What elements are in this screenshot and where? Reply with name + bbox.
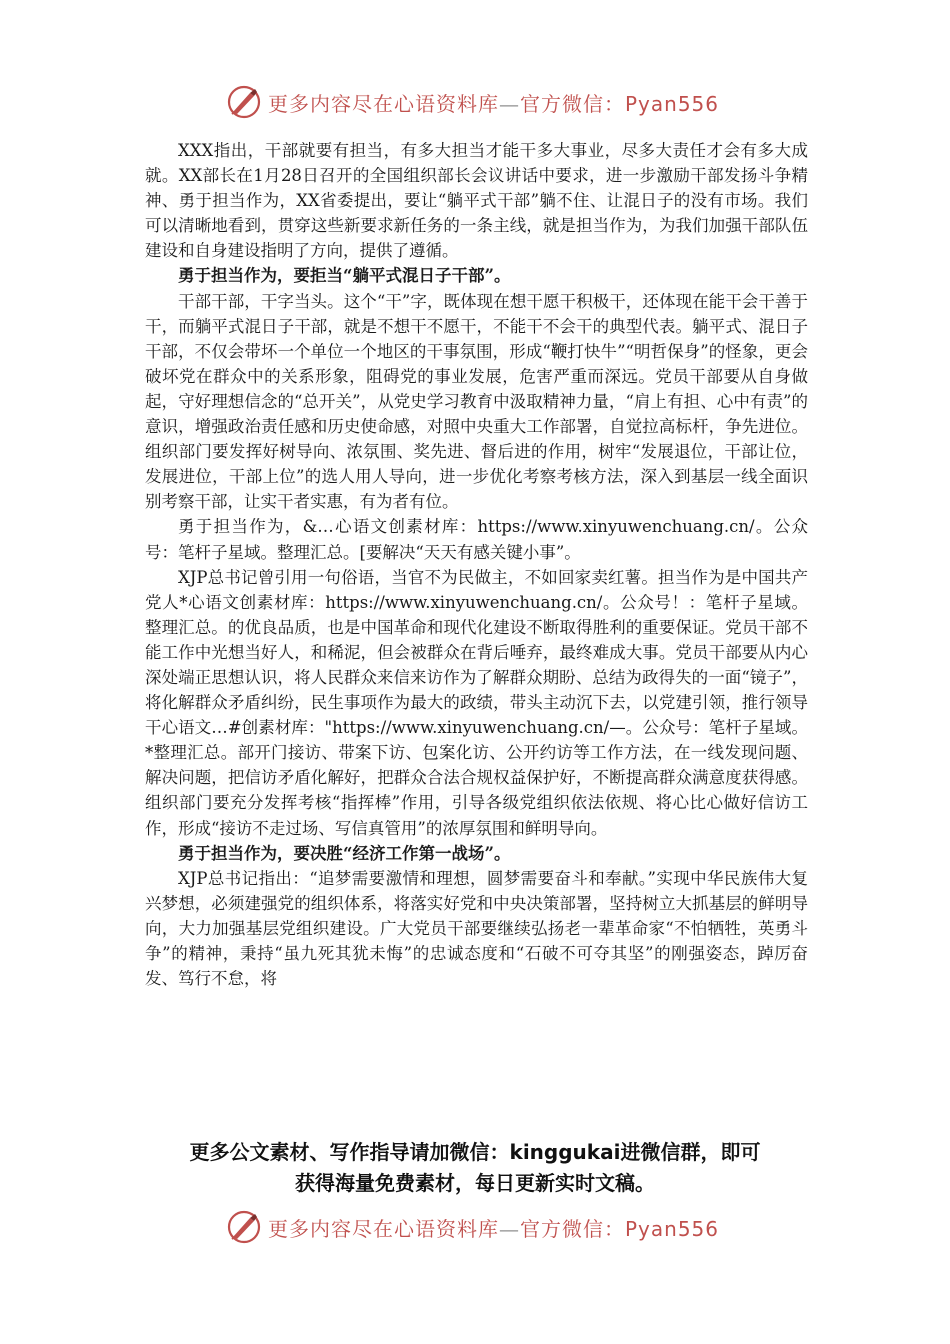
- paragraph-cadre-work: 干部干部，干字当头。这个“干”字，既体现在想干愿干积极干，还体现在能干会干善于干，而躺平式混日子干部，就是不想干不愿干，不能干不会干的典型代表。躺平式、混日子干部，不仅会带坏一个单位一个地区的干事氛围，形成“鞭打快牛”“明哲保身”的怪象，更会破坏党在群众中的关系形象，阻碍党的事业发展，危害严重而深远。党员干部要从自身做起，守好理想信念的“总开关”，从党史学习教育中汲取精神力量，“肩上有担、心中有责”的意识，增强政治责任感和历史使命感，对照中央重大工作部署，自觉拉高标杆，争先进位。组织部门要发挥好树导向、浓氛围、奖先进、督后进的作用，树牢“发展退位，干部让位，发展进位，干部上位”的选人用人导向，进一步优化考察考核方法，深入到基层一线全面识别考察干部，让实干者实惠，有为者有位。: [145, 291, 808, 512]
- footer-site-name: 更多内容尽在心语资料库: [268, 1216, 499, 1241]
- pen-logo-icon: [226, 84, 262, 120]
- footer-official-label: 官方微信：: [520, 1216, 625, 1241]
- promo-note: [100, 1137, 850, 1199]
- heading-economic-front: 勇于担当作为，要决胜“经济工作第一战场”。: [178, 843, 511, 863]
- footer-banner: [0, 1207, 950, 1247]
- heading-lying-flat: 勇于担当作为，要拒当“躺平式混日子干部”。: [178, 266, 511, 286]
- article-body: [145, 138, 808, 991]
- header-wechat-id: Pyan556: [625, 91, 720, 116]
- header-site-name: 更多内容尽在心语资料库: [268, 91, 499, 116]
- pen-logo-icon: [226, 1209, 262, 1245]
- paragraph-petition-work: XJP总书记曾引用一句俗语，当官不为民做主，不如回家卖红薯。担当作为是中国共产党人*心语文创素材库：https://www.xinyuwenchuang.cn/。公众号！：笔杆子星域。整理汇总。的优良品质，也是中国革命和现代化建设不断取得胜利的重要保证。党员干部不能工作中光想当好人，和稀泥，但会被群众在背后唾弃，最终难成大事。党员干部要从内心深处端正思想认识，将人民群众来信来访作为了解群众期盼、总结为政得失的一面“镜子”，将化解群众矛盾纠纷，民生事项作为最大的政绩，带头主动沉下去，以党建引领，推行领导干心语文…#创素材库："https://www.xinyuwenchuang.cn/—。公众号：笔杆子星域。*整理汇总。部开门接访、带案下访、包案化访、公开约访等工作方法，在一线发现问题、解决问题，把信访矛盾化解好，把群众合法合规权益保护好，不断提高群众满意度获得感。组织部门要充分发挥考核“指挥棒”作用，引导各级党组织依法依规、将心比心做好信访工作，形成“接访不走过场、写信真管用”的浓厚氛围和鲜明导向。: [145, 567, 808, 838]
- header-dash: —: [499, 91, 520, 116]
- footer-banner-inner: [226, 1207, 719, 1247]
- promo-line-2: 获得海量免费素材，每日更新实时文稿。: [295, 1171, 655, 1195]
- header-banner-inner: [226, 82, 719, 122]
- footer-banner-text: [268, 1213, 719, 1242]
- promo-line-1: 更多公文素材、写作指导请加微信：kinggukai进微信群，即可: [189, 1140, 761, 1164]
- footer-dash: —: [499, 1216, 520, 1241]
- header-banner-text: [268, 88, 719, 117]
- footer-wechat-id: Pyan556: [625, 1216, 720, 1241]
- header-banner: [0, 82, 950, 122]
- header-official-label: 官方微信：: [520, 91, 625, 116]
- paragraph-rejuvenation: XJP总书记指出：“追梦需要激情和理想，圆梦需要奋斗和奉献。”实现中华民族伟大复兴梦想，必须建强党的组织体系，将落实好党和中央决策部署，坚持树立大抓基层的鲜明导向，大力加强基层党组织建设。广大党员干部要继续弘扬老一辈革命家“不怕牺牲，英勇斗争”的精神，秉持“虽九死其犹未悔”的忠诚态度和“石破不可夺其坚”的刚强姿态，踔厉奋发、笃行不怠，将: [145, 868, 808, 989]
- paragraph-key-matters: 勇于担当作为，&…心语文创素材库：https://www.xinyuwenchuang.cn/。公众号：笔杆子星域。整理汇总。[要解决“天天有感关键小事”。: [145, 517, 808, 562]
- paragraph-intro: XXX指出，干部就要有担当，有多大担当才能干多大事业，尽多大责任才会有多大成就。XX部长在1月28日召开的全国组织部长会议讲话中要求，进一步激励干部发扬斗争精神、勇于担当作为，XX省委提出，要让“躺平式干部”躺不住、让混日子的没有市场。我们可以清晰地看到，贯穿这些新要求新任务的一条主线，就是担当作为，为我们加强干部队伍建设和自身建设指明了方向，提供了遵循。: [145, 141, 808, 261]
